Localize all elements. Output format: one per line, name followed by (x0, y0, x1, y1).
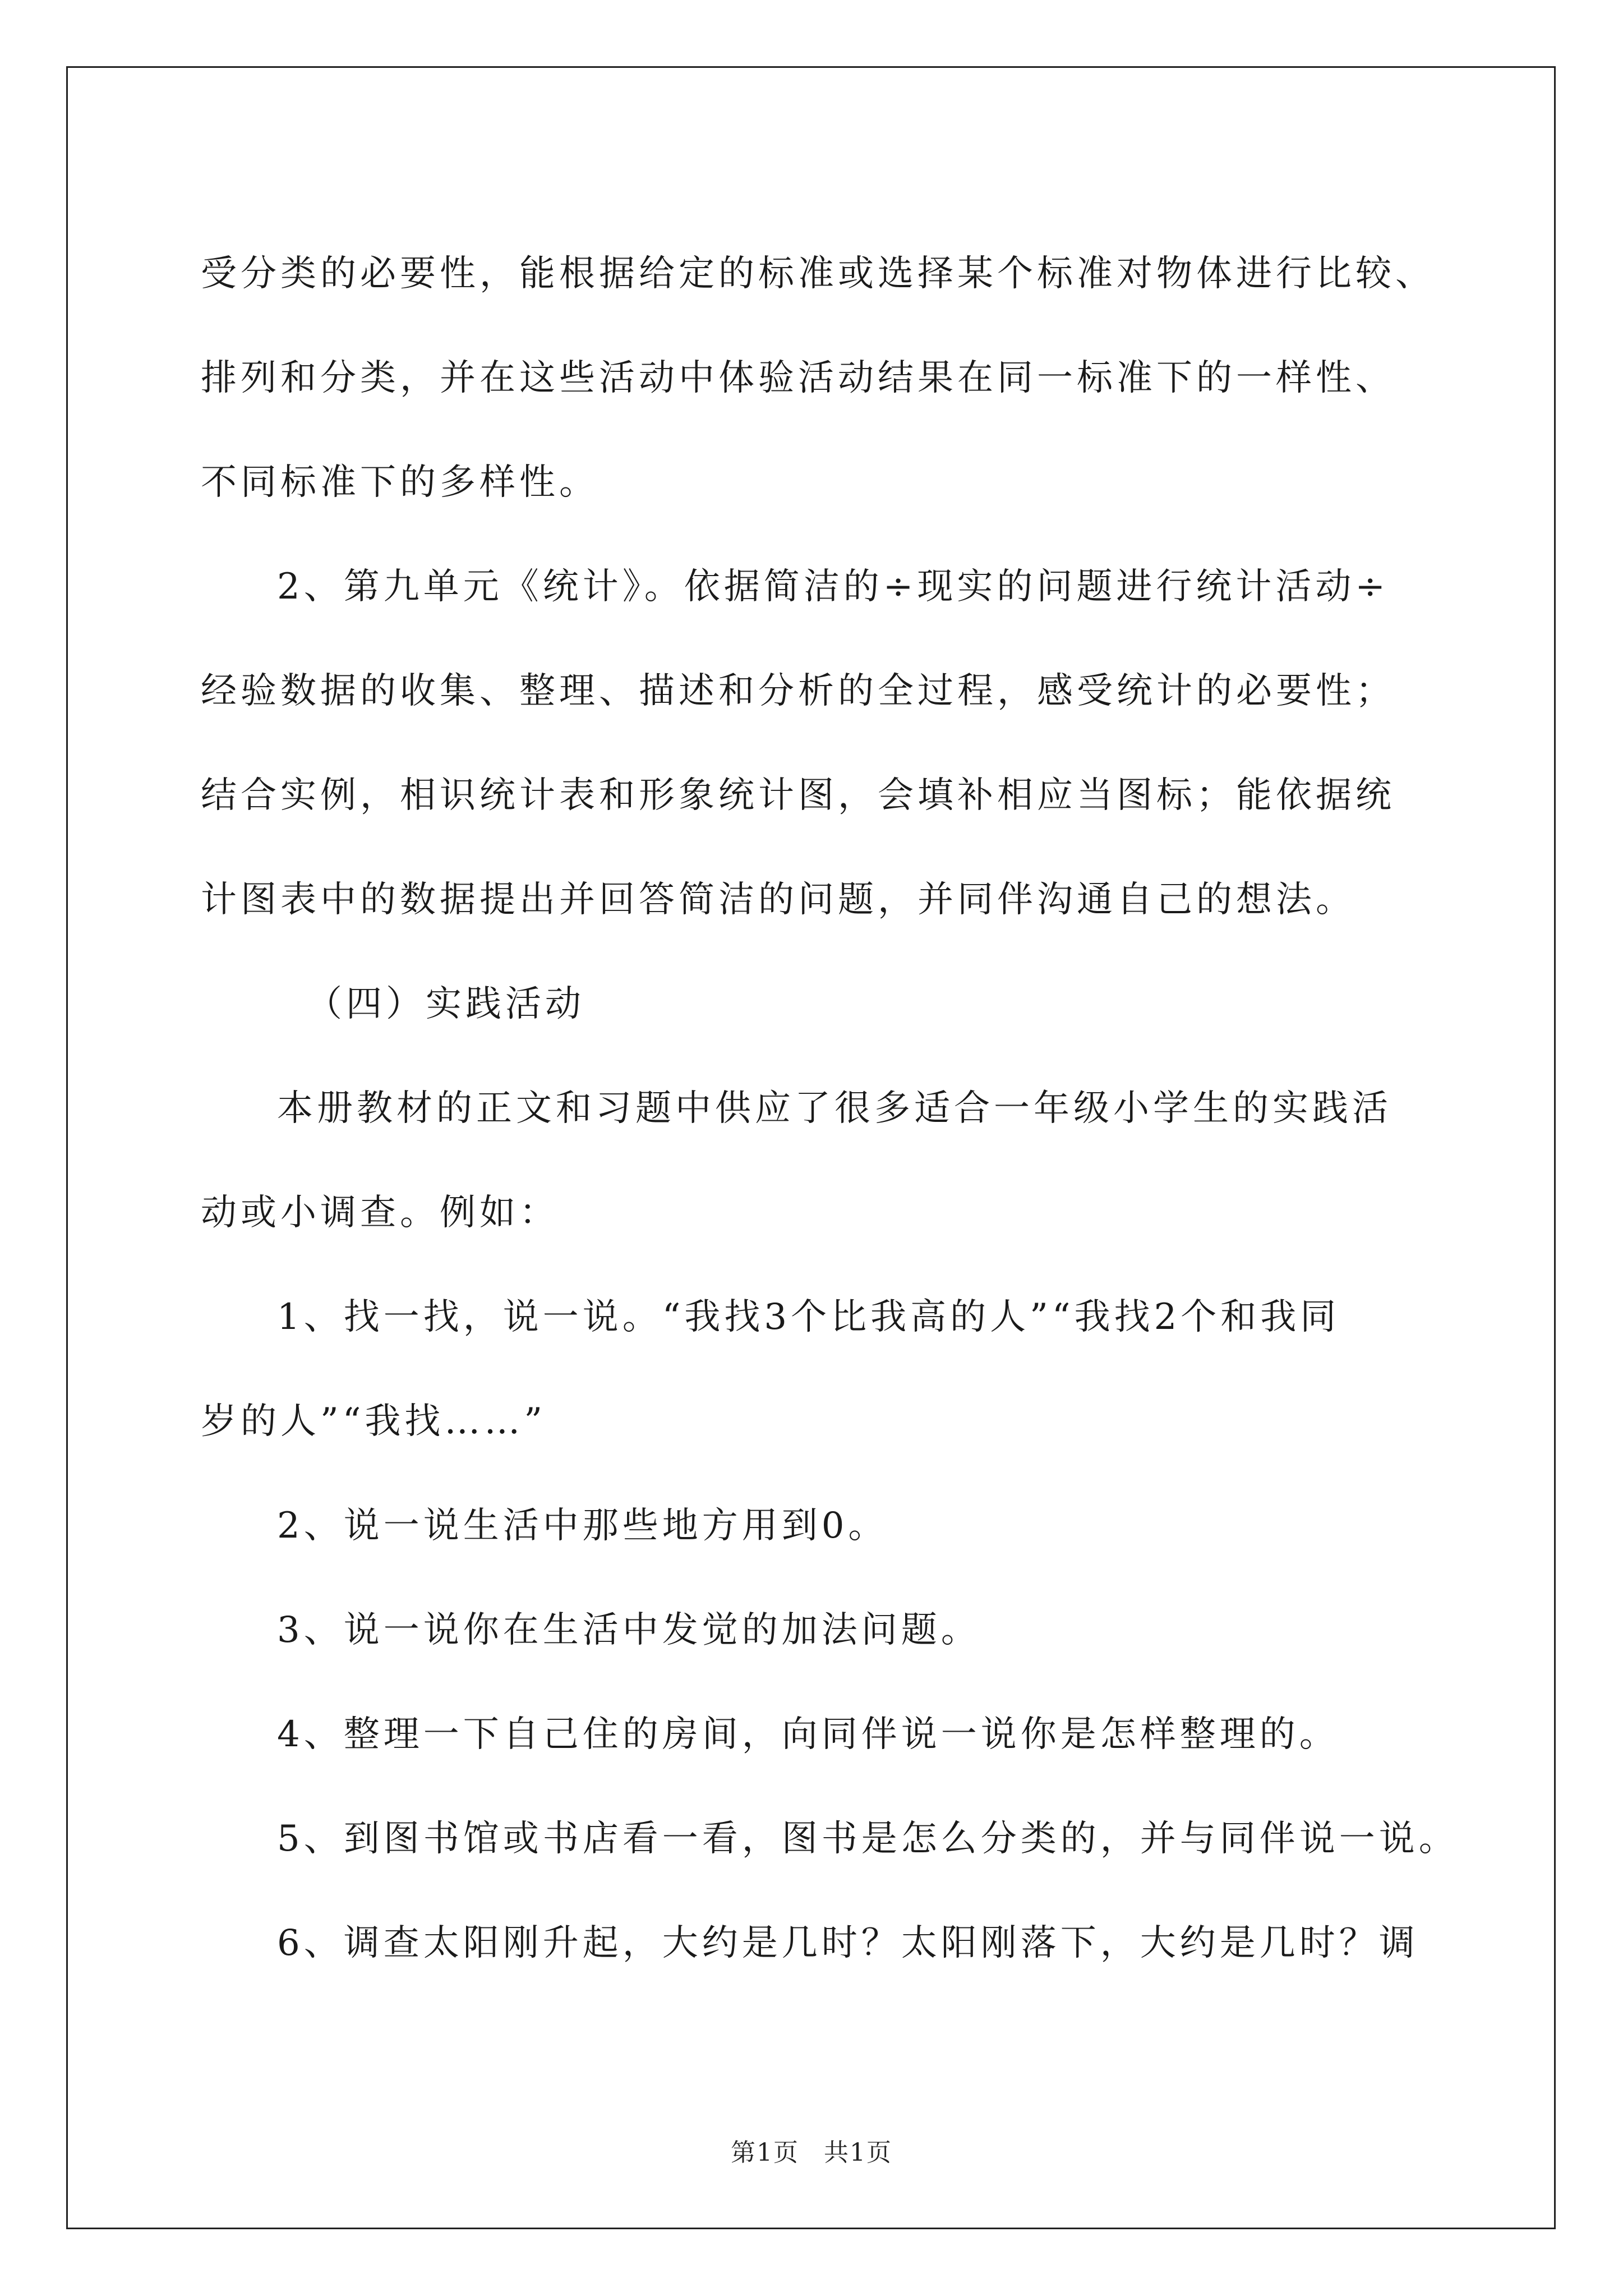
list-item-3: 3、说一说你在生活中发觉的加法问题。 (277, 1609, 981, 1651)
text-line-6: 结合实例，相识统计表和形象统计图，会填补相应当图标；能依据统 (201, 775, 1395, 816)
list-item-4: 4、整理一下自己住的房间，向同伴说一说你是怎样整理的。 (277, 1714, 1339, 1755)
document-body (201, 222, 1459, 1995)
text-line-3: 不同标准下的多样性。 (201, 462, 599, 503)
text-line-2: 排列和分类，并在这些活动中体验活动结果在同一标准下的一样性、 (201, 357, 1395, 399)
text-line-4: 2、第九单元《统计》。依据简洁的÷现实的问题进行统计活动÷ (277, 566, 1389, 608)
list-item-2: 2、说一说生活中那些地方用到0。 (277, 1505, 888, 1547)
list-item-1-continued: 岁的人”“我找……” (201, 1401, 547, 1442)
text-line-1: 受分类的必要性，能根据给定的标准或选择某个标准对物体进行比较、 (201, 253, 1435, 295)
list-item-5: 5、到图书馆或书店看一看，图书是怎么分类的，并与同伴说一说。 (277, 1818, 1459, 1860)
list-item-6: 6、调查太阳刚升起，大约是几时？太阳刚落下，大约是几时？调 (277, 1922, 1419, 1964)
text-line-10: 动或小调查。例如： (201, 1192, 559, 1234)
list-item-1: 1、找一找，说一说。“我找3个比我高的人”“我找2个和我同 (277, 1296, 1340, 1338)
text-line-9: 本册教材的正文和习题中供应了很多适合一年级小学生的实践活 (277, 1088, 1392, 1129)
text-line-5: 经验数据的收集、整理、描述和分析的全过程，感受统计的必要性； (201, 670, 1395, 712)
page-footer (0, 2136, 1623, 2170)
page-number: 第1页 (731, 2138, 799, 2167)
section-heading: （四）实践活动 (306, 983, 585, 1025)
page-total: 共1页 (824, 2138, 892, 2167)
text-line-7: 计图表中的数据提出并回答简洁的问题，并同伴沟通自己的想法。 (201, 879, 1355, 921)
